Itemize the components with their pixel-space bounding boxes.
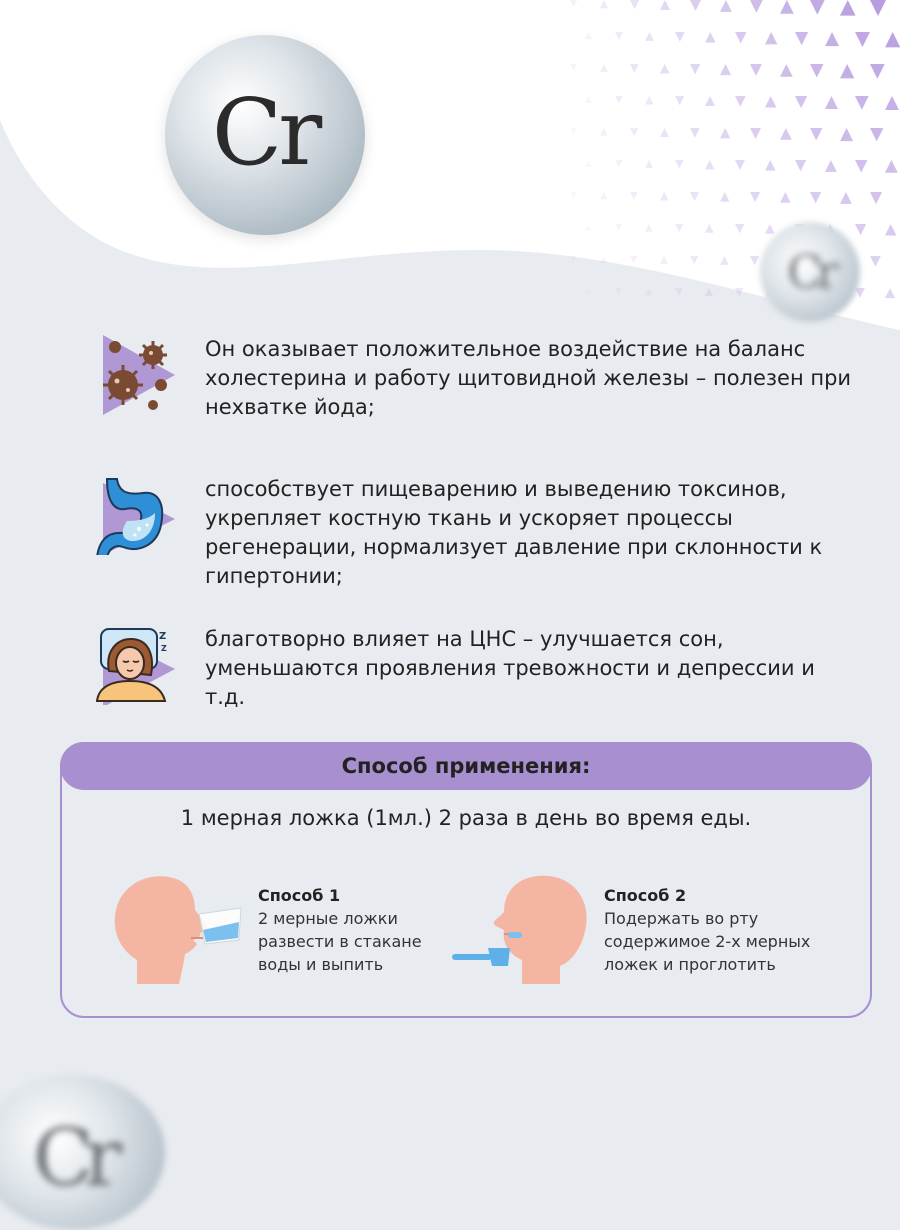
decorative-triangle: [750, 128, 761, 139]
decorative-triangle: [615, 32, 623, 40]
decorative-triangle: [585, 32, 592, 39]
decorative-triangle: [765, 224, 775, 234]
decorative-triangle: [855, 224, 866, 235]
decorative-triangle: [840, 128, 853, 141]
decorative-triangle: [600, 128, 608, 136]
decorative-triangle: [615, 288, 622, 295]
blurred-symbol-bottom: Cr: [32, 1111, 113, 1204]
decorative-triangle: [630, 192, 638, 200]
method-2-title: Способ 2: [604, 886, 687, 905]
decorative-triangle: [570, 256, 577, 263]
decorative-triangle: [615, 160, 622, 167]
decorative-triangle: [810, 0, 825, 15]
benefit-item: [95, 475, 855, 591]
decorative-triangle: [885, 288, 895, 298]
decorative-triangle: [660, 64, 670, 74]
decorative-triangle: [735, 32, 747, 44]
decorative-triangle: [600, 256, 607, 263]
decorative-triangle: [720, 192, 730, 202]
decorative-triangle: [825, 160, 837, 172]
decorative-triangle: [585, 288, 592, 295]
decorative-triangle: [885, 32, 900, 47]
decorative-triangle: [660, 192, 668, 200]
decorative-triangle: [855, 160, 867, 172]
method-1-line: воды и выпить: [258, 955, 384, 974]
benefit-text: Он оказывает положительное воздействие на баланс холестерина и работу щитовидной железы – полезен при нехватке йода;: [205, 337, 852, 419]
decorative-triangle: [735, 160, 745, 170]
decorative-triangle: [780, 128, 792, 140]
decorative-triangle: [645, 224, 653, 232]
decorative-triangle: [630, 128, 638, 136]
decorative-triangle: [675, 224, 683, 232]
decorative-triangle: [810, 192, 821, 203]
decorative-triangle: [870, 256, 881, 267]
decorative-triangle: [870, 128, 883, 141]
method-1-line: развести в стакане: [258, 932, 422, 951]
decorative-triangle: [795, 96, 807, 108]
decorative-triangle: [645, 96, 654, 105]
method-1-title: Способ 1: [258, 886, 341, 905]
decorative-triangle: [570, 0, 577, 7]
usage-box: [60, 742, 872, 1018]
decorative-triangle: [870, 64, 885, 79]
decorative-triangle: [690, 128, 700, 138]
chromium-symbol: Cr: [211, 78, 319, 186]
decorative-triangle: [765, 160, 776, 171]
svg-text:Z: Z: [159, 631, 167, 642]
measuring-spoon-icon: [452, 874, 602, 986]
decorative-triangle: [855, 96, 869, 110]
method-2-line: Подержать во рту: [604, 909, 759, 928]
decorative-triangle: [675, 160, 684, 169]
decorative-triangle: [825, 96, 838, 109]
decorative-triangle: [570, 128, 577, 135]
blurred-symbol: Cr: [787, 245, 833, 299]
decorative-triangle: [690, 64, 700, 74]
method-1: [258, 884, 422, 976]
decorative-triangle: [750, 0, 763, 13]
decorative-triangle: [750, 256, 759, 265]
decorative-triangle: [870, 192, 882, 204]
decorative-triangle: [780, 192, 791, 203]
decorative-triangle: [630, 0, 639, 9]
chromium-symbol-ball: [165, 35, 365, 235]
method-2-line: ложек и проглотить: [604, 955, 776, 974]
decorative-triangle: [705, 96, 715, 106]
decorative-triangle: [810, 64, 824, 78]
decorative-triangle: [645, 288, 652, 295]
decorative-triangle: [690, 256, 698, 264]
decorative-triangle: [720, 128, 730, 138]
usage-title: Способ применения:: [60, 742, 872, 790]
blurred-symbol-ball-bottom: [0, 1075, 165, 1230]
decorative-triangle: [600, 192, 607, 199]
method-1-line: 2 мерные ложки: [258, 909, 398, 928]
decorative-triangle: [825, 32, 839, 46]
decorative-triangle: [660, 256, 668, 264]
benefit-item: [95, 625, 855, 712]
decorative-triangle: [840, 192, 852, 204]
decorative-triangle: [645, 160, 653, 168]
decorative-triangle: [885, 96, 899, 110]
decorative-triangle: [585, 160, 592, 167]
decorative-triangle: [885, 224, 896, 235]
decorative-triangle: [675, 96, 684, 105]
decorative-triangle: [765, 32, 777, 44]
method-2-line: содержимое 2-х мерных: [604, 932, 811, 951]
decorative-triangle: [720, 256, 729, 265]
decorative-triangle: [750, 192, 760, 202]
decorative-triangle: [585, 224, 592, 231]
decorative-triangle: [765, 96, 776, 107]
decorative-triangle: [615, 96, 623, 104]
decorative-triangle: [795, 32, 808, 45]
decorative-triangle: [810, 128, 822, 140]
decorative-triangle: [660, 128, 669, 137]
decorative-triangle: [840, 0, 856, 16]
decorative-triangle: [585, 96, 592, 103]
decorative-triangle: [705, 288, 713, 296]
decorative-triangle: [690, 192, 699, 201]
decorative-triangle: [780, 64, 793, 77]
decorative-triangle: [630, 256, 637, 263]
decorative-triangle: [720, 64, 731, 75]
decorative-triangle: [570, 64, 577, 71]
decorative-triangle: [735, 224, 744, 233]
decorative-triangle: [780, 0, 794, 14]
decorative-triangle: [750, 64, 762, 76]
stomach-icon: [95, 475, 175, 555]
decorative-triangle: [645, 32, 654, 41]
decorative-triangle: [660, 0, 670, 10]
svg-text:Z: Z: [161, 644, 167, 653]
decorative-triangle: [630, 64, 639, 73]
decorative-triangle: [885, 160, 898, 173]
decorative-triangle: [735, 96, 746, 107]
method-2: [604, 884, 810, 976]
decorative-triangle: [690, 0, 701, 11]
drinking-glass-icon: [107, 874, 257, 986]
blurred-symbol-ball: [760, 222, 860, 322]
decorative-triangle: [720, 0, 732, 12]
decorative-triangle: [735, 288, 743, 296]
decorative-triangle: [600, 0, 608, 8]
decorative-triangle: [600, 64, 608, 72]
decorative-triangle: [855, 32, 870, 47]
decorative-triangle: [870, 0, 886, 16]
virus-icon: [95, 335, 175, 415]
decorative-triangle: [705, 160, 714, 169]
sleeping-woman-icon: [95, 625, 175, 705]
decorative-triangle: [675, 32, 685, 42]
dose-text: 1 мерная ложка (1мл.) 2 раза в день во время еды.: [180, 806, 752, 830]
decorative-triangle: [795, 160, 806, 171]
decorative-triangle: [615, 224, 622, 231]
decorative-triangle: [705, 32, 716, 43]
benefit-text: благотворно влияет на ЦНС – улучшается сон, уменьшаются проявления тревожности и депрессии и т.д.: [205, 627, 815, 709]
decorative-triangle: [570, 192, 577, 199]
benefit-item: [95, 335, 855, 422]
decorative-triangle: [705, 224, 714, 233]
decorative-triangle: [675, 288, 683, 296]
decorative-triangle: [840, 64, 854, 78]
benefit-text: способствует пищеварению и выведению токсинов, укрепляет костную ткань и ускоряет процессы регенерации, нормализует давление при склонности к гипертонии;: [205, 477, 823, 588]
